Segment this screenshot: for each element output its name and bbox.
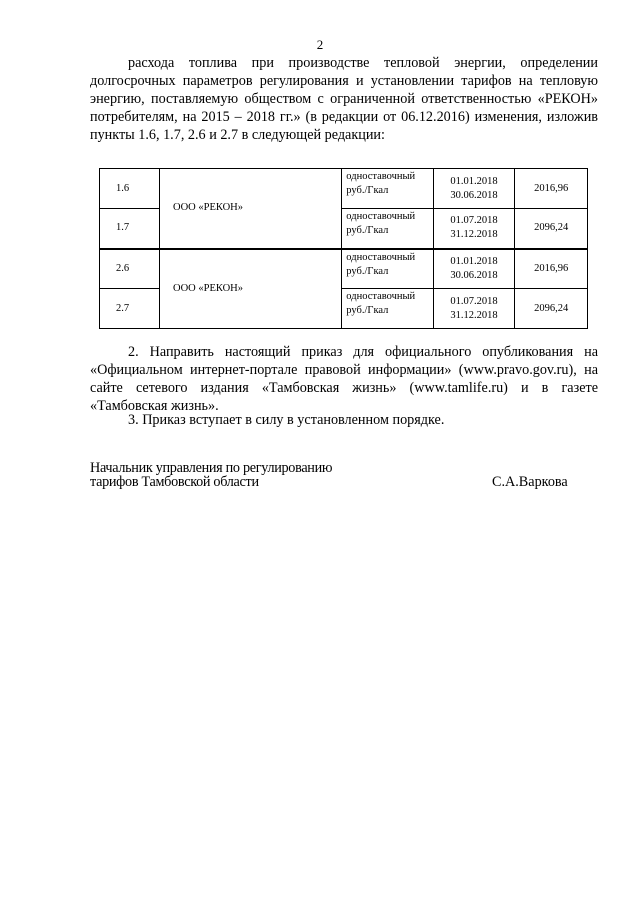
period-end: 30.06.2018 — [450, 189, 498, 201]
period-cell — [433, 249, 514, 289]
period-end: 31.12.2018 — [450, 309, 498, 321]
period-start: 01.01.2018 — [450, 175, 498, 187]
row-number-cell: 2.7 — [100, 289, 160, 329]
signatory-position-line2: тарифов Тамбовской области — [90, 474, 259, 490]
period-cell — [433, 289, 514, 329]
tariff-type-label: одноставочный — [346, 291, 416, 302]
paragraph-effective: 3. Приказ вступает в силу в установленном порядке. — [128, 412, 445, 428]
period-cell — [433, 209, 514, 249]
period-start: 01.01.2018 — [450, 255, 498, 267]
row-number-cell: 1.7 — [100, 209, 160, 249]
tariff-value-cell: 2016,96 — [515, 249, 588, 289]
tariff-unit-label: руб./Гкал — [346, 225, 389, 236]
intro-paragraph: расхода топлива при производстве тепловой энергии, определении долгосрочных параметров регулирования и установлении тарифов на тепловую энергию, поставляемую обществом с ограниченной ответственностью «РЕКОН» потребителям, на 2015 – 2018 гг.» (в редакции от 06.12.2016) изменения, изложив пункты 1.6, 1.7, 2.6 и 2.7 в следующей редакции: — [90, 55, 598, 143]
table-row — [100, 249, 588, 289]
table-row — [100, 169, 588, 209]
tariff-unit-label: руб./Гкал — [346, 185, 389, 196]
row-number-cell: 2.6 — [100, 249, 160, 289]
tariff-type-cell — [342, 169, 434, 209]
period-end: 31.12.2018 — [450, 229, 498, 241]
tariff-type-label: одноставочный — [346, 171, 416, 182]
period-start: 01.07.2018 — [450, 295, 498, 307]
tariff-unit-label: руб./Гкал — [346, 265, 389, 277]
organization-cell: ООО «РЕКОН» — [159, 169, 341, 249]
tariff-type-cell — [342, 289, 434, 329]
period-end: 30.06.2018 — [450, 269, 498, 281]
page-number: 2 — [316, 37, 324, 52]
row-number-cell: 1.6 — [100, 169, 160, 209]
signatory-position — [90, 461, 332, 489]
tariff-table — [99, 168, 588, 329]
tariff-value-cell: 2096,24 — [515, 209, 588, 249]
tariff-value-cell: 2096,24 — [515, 289, 588, 329]
tariff-type-label: одноставочный — [346, 251, 416, 263]
period-start: 01.07.2018 — [450, 215, 498, 227]
tariff-type-label: одноставочный — [346, 211, 416, 222]
signatory-position-line1: Начальник управления по регулированию — [90, 460, 333, 476]
tariff-type-cell — [342, 249, 434, 289]
paragraph-publication: 2. Направить настоящий приказ для официального опубликования на «Официальном интернет-портале правовой информации» (www.pravo.gov.ru), на сайте сетевого издания «Тамбовская жизнь» (www.tamlife.ru) и в газете «Тамбовская жизнь». — [90, 344, 598, 414]
tariff-type-cell — [342, 209, 434, 249]
tariff-unit-label: руб./Гкал — [346, 305, 389, 316]
organization-cell: ООО «РЕКОН» — [159, 249, 341, 329]
period-cell — [433, 169, 514, 209]
tariff-value-cell: 2016,96 — [515, 169, 588, 209]
signatory-name: С.А.Варкова — [492, 474, 568, 490]
